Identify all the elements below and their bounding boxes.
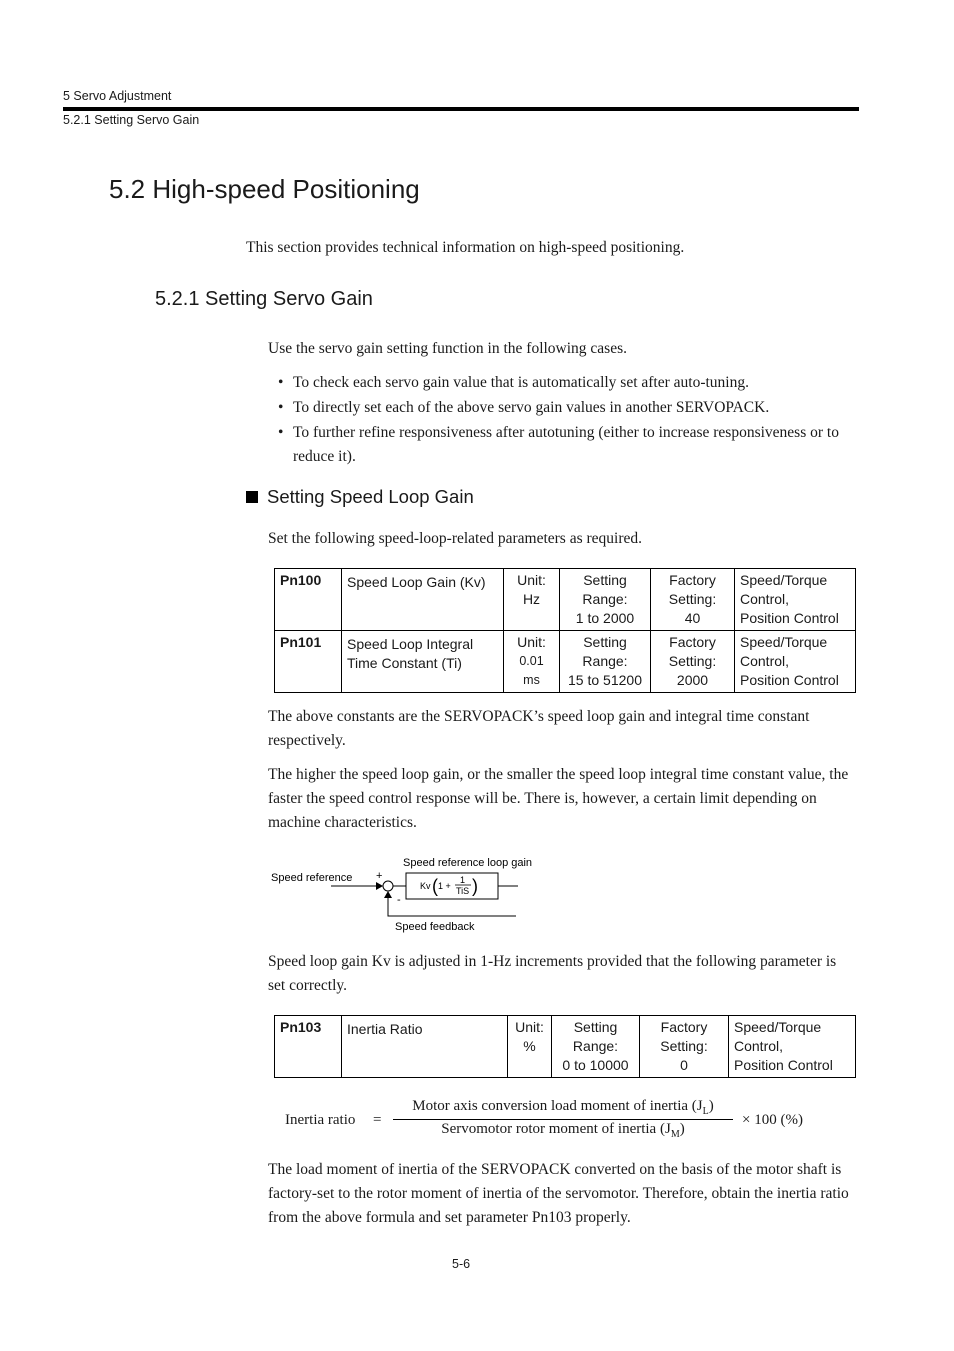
formula-numerator: Motor axis conversion load moment of inertia $(J_L)$ <box>412 1098 714 1117</box>
speed-loop-paragraph-2: The higher the speed loop gain, or the smaller the speed loop integral time constant value, the faster the speed control response will be. There is, however, a certain limit depending on machine characteristics. <box>268 766 849 831</box>
param-name: Inertia Ratio <box>342 1016 508 1078</box>
inertia-parameter-table <box>274 1015 856 1078</box>
param-range: Setting Range: 0 to 10000 <box>552 1016 640 1078</box>
intro-text: This section provides technical information on high-speed positioning. <box>246 239 685 256</box>
param-range: Setting Range: 15 to 51200 <box>560 631 651 693</box>
param-name: Speed Loop Gain (Kv) <box>342 569 504 631</box>
param-factory-setting: Factory Setting: 40 <box>651 569 735 631</box>
speed-loop-heading <box>246 486 474 508</box>
running-header-chapter: 5 Servo Adjustment <box>63 89 172 103</box>
param-factory-setting: Factory Setting: 2000 <box>651 631 735 693</box>
loop-gain-label: Speed reference loop gain <box>403 857 533 869</box>
formula-denominator: Servomotor rotor moment of inertia $(J_M)$ <box>441 1121 685 1140</box>
block-kv: Kv <box>420 881 431 891</box>
param-unit: Unit: 0.01 ms <box>504 631 560 693</box>
list-item: • To check each servo gain value that is automatically set after auto-tuning. <box>278 371 858 395</box>
subsection-title: 5.2.1 Setting Servo Gain <box>155 288 373 310</box>
speed-loop-heading-label: Setting Speed Loop Gain <box>267 486 474 507</box>
param-code: Pn103 <box>275 1016 342 1078</box>
feedback-line <box>388 897 516 916</box>
param-mode: Speed/Torque Control, Position Control <box>729 1016 856 1078</box>
block-one-plus: 1 + <box>438 881 451 891</box>
speed-loop-paragraph-1: The above constants are the SERVOPACK’s speed loop gain and integral time constant respectively. <box>268 708 810 749</box>
minus-sign: - <box>397 894 401 906</box>
input-arrow <box>376 882 383 890</box>
summing-junction <box>383 881 393 891</box>
list-item: • To further refine responsiveness after autotuning (either to increase responsiveness or to reduce it). <box>278 421 858 469</box>
inertia-ratio-formula <box>285 1098 825 1146</box>
kv-adjustment-text: Speed loop gain Kv is adjusted in 1-Hz increments provided that the following parameter is set correctly. <box>268 953 837 994</box>
speed-feedback-label: Speed feedback <box>395 921 475 933</box>
table-row <box>275 631 856 693</box>
speed-loop-block-diagram <box>268 850 558 936</box>
formula-equals: = <box>373 1112 382 1128</box>
block-denominator: TiS <box>456 886 470 896</box>
use-text: Use the servo gain setting function in the following cases. <box>268 340 628 357</box>
formula-lhs: Inertia ratio <box>285 1112 356 1128</box>
feedback-arrow <box>384 891 392 898</box>
param-range: Setting Range: 1 to 2000 <box>560 569 651 631</box>
block-numerator: 1 <box>460 875 466 885</box>
param-unit: Unit: % <box>508 1016 552 1078</box>
param-mode: Speed/Torque Control, Position Control <box>735 631 856 693</box>
running-header-section: 5.2.1 Setting Servo Gain <box>63 113 200 127</box>
param-factory-setting: Factory Setting: 0 <box>640 1016 729 1078</box>
table-row <box>275 569 856 631</box>
block-close-paren: ) <box>472 876 478 896</box>
list-item: • To directly set each of the above servo gain values in another SERVOPACK. <box>278 396 858 420</box>
block-open-paren: ( <box>432 876 438 896</box>
speed-loop-parameter-table <box>274 568 856 693</box>
param-mode: Speed/Torque Control, Position Control <box>735 569 856 631</box>
square-bullet-icon <box>246 491 258 503</box>
speed-reference-label: Speed reference <box>271 872 353 884</box>
plus-sign: + <box>376 870 383 882</box>
formula-fraction-bar <box>393 1119 733 1120</box>
table-row <box>275 1016 856 1078</box>
param-code: Pn100 <box>275 569 342 631</box>
param-unit: Unit: Hz <box>504 569 560 631</box>
page-title: 5.2 High-speed Positioning <box>109 174 420 204</box>
header-rule <box>63 107 859 111</box>
speed-loop-intro: Set the following speed-loop-related parameters as required. <box>268 530 643 547</box>
page-number: 5-6 <box>452 1257 471 1271</box>
param-name: Speed Loop Integral Time Constant (Ti) <box>342 631 504 693</box>
case-list <box>278 371 858 470</box>
closing-paragraph: The load moment of inertia of the SERVOPACK converted on the basis of the motor shaft is factory-set to the rotor moment of inertia of the servomotor. Therefore, obtain the inertia ratio from the above formula and set parameter Pn103 properly. <box>268 1161 849 1226</box>
param-code: Pn101 <box>275 631 342 693</box>
formula-multiplier: × 100 (%) <box>742 1112 803 1128</box>
